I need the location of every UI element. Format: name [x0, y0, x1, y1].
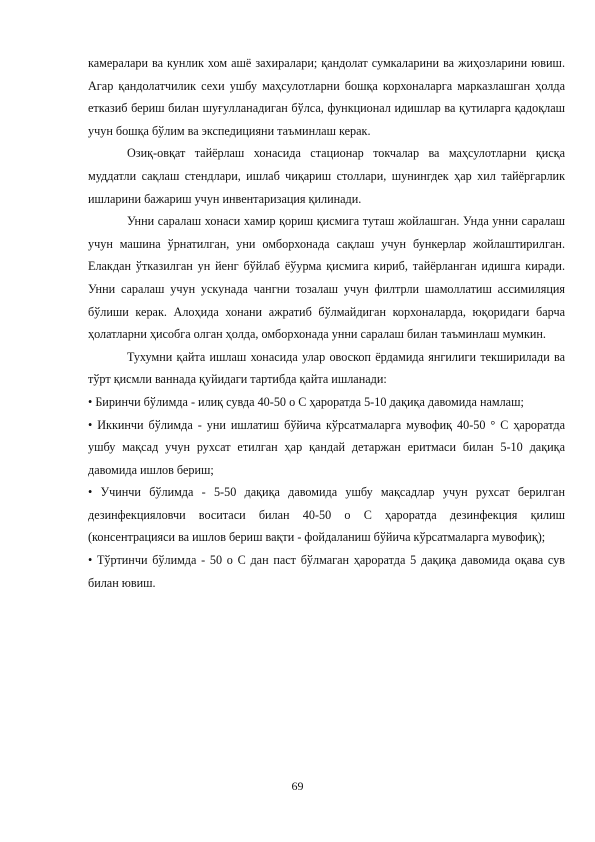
- paragraph-3: Унни саралаш хонаси хамир қориш қисмига туташ жойлашган. Унда унни саралаш учун машина ўрнатилган, уни омборхонада сақлаш учун бункерлар жойлаштирилган. Елакдан ўтказилган ун йенг бўйлаб ёўурма қисмига кириб, тайёрланган идишга киради. Унни саралаш учун ускунада чангни тозалаш учун филтрли шамоллатиш ассимиляция бўлиши керак. Алоҳида хонани ажратиб бўлмайдиган корхоналарда, юқоридаги барча ҳолатларни ҳисобга олган ҳолда, омборхонада унни саралаш билан таъминлаш мумкин.: [88, 214, 565, 342]
- paragraph-2: Озиқ-овқат тайёрлаш хонасида стационар токчалар ва маҳсулотларни қисқа муддатли сақлаш стендлари, ишлаб чиқариш столлари, шунингдек ҳар хил тайёргарлик ишларини бажариш учун инвентаризация қилинади.: [88, 146, 565, 206]
- page-number: 69: [291, 779, 304, 793]
- list-item-step-4: • Тўртинчи бўлимда - 50 о С дан паст бўлмаган ҳароратда 5 дақиқа давомида оқава сув билан ювиш.: [88, 553, 565, 590]
- page-body: [88, 52, 565, 594]
- paragraph-1: камералари ва кунлик хом ашё захиралари; қандолат сумкаларини ва жиҳозларини ювиш. Агар қандолатчилик сехи ушбу маҳсулотларни бошқа корхоналарга марказлашган ҳолда етказиб бериш билан шуғулланадиган бўлса, функционал идишлар ва қутиларга қадоқлаш учун бошқа бўлим ва экспедицияни таъминлаш керак.: [88, 56, 565, 138]
- list-item-step-3: • Учинчи бўлимда - 5-50 дақиқа давомида ушбу мақсадлар учун рухсат берилган дезинфекцияловчи воситаси билан 40-50 о С ҳароратда дезинфекция қилиш (консентрацияси ва ишлов бериш вақти - фойдаланиш бўйича кўрсатмаларга мувофиқ);: [88, 485, 565, 545]
- list-item-step-2: • Иккинчи бўлимда - уни ишлатиш бўйича кўрсатмаларга мувофиқ 40-50 ° С ҳароратда ушбу мақсад учун рухсат етилган ҳар қандай детаржан еритмаси билан 5-10 дақиқа давомида ишлов бериш;: [88, 417, 565, 477]
- list-item-step-1: • Биринчи бўлимда - илиқ сувда 40-50 о С ҳароратда 5-10 дақиқа давомида намлаш;: [88, 394, 524, 409]
- paragraph-4: Тухумни қайта ишлаш хонасида улар овоскоп ёрдамида янгилиги текширилади ва тўрт қисмли ваннада қуйидаги тартибда қайта ишланади:: [88, 349, 565, 387]
